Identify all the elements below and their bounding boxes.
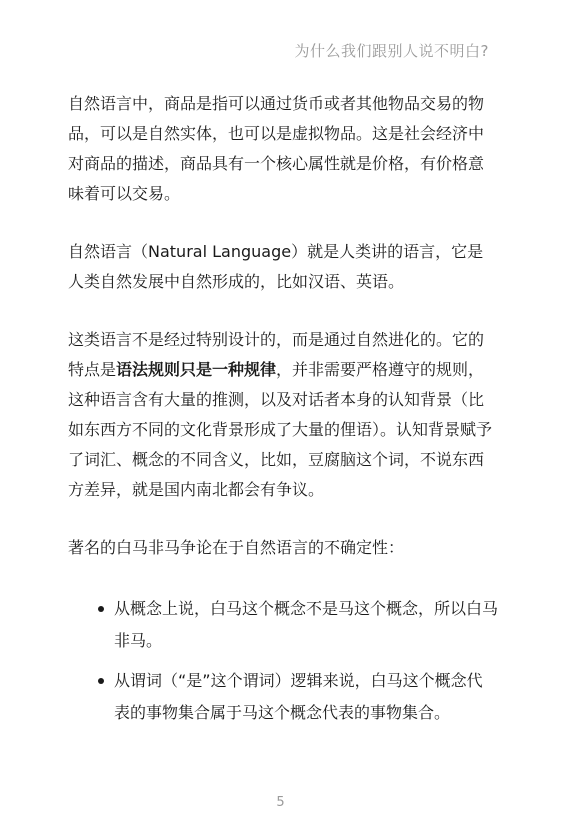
list-item-text: 从谓词（“是”这个谓词）逻辑来说，白马这个概念代表的事物集合属于马这个概念代表的事物集合。 bbox=[114, 671, 483, 722]
page-body bbox=[68, 89, 498, 737]
running-header-title: 为什么我们跟别人说不明白? bbox=[294, 42, 489, 60]
page-number: 5 bbox=[276, 795, 285, 810]
paragraph-language-characteristics bbox=[68, 325, 498, 505]
paragraph-natural-language: 自然语言（Natural Language）就是人类讲的语言，它是人类自然发展中自然形成的，比如汉语、英语。 bbox=[68, 242, 484, 291]
bullet-dot-icon bbox=[98, 678, 104, 684]
paragraph-text-before: 这类语言不是经过特别设计的，而是通过自然进化的。它的特点是 bbox=[68, 330, 485, 379]
bullet-dot-icon bbox=[98, 606, 104, 612]
paragraph-text-after: ，并非需要严格遵守的规则，这种语言含有大量的推测，以及对话者本身的认知背景（比如东西方不同的文化背景形成了大量的俚语）。认知背景赋予了词汇、概念的不同含义，比如，豆腐脑这个词，不说东西方差异，就是国内南北都会有争议。 bbox=[68, 360, 493, 499]
list-item bbox=[68, 665, 498, 729]
bullet-list bbox=[68, 593, 498, 729]
list-item-text: 从概念上说，白马这个概念不是马这个概念，所以白马非马。 bbox=[114, 599, 499, 650]
paragraph-commodity: 自然语言中，商品是指可以通过货币或者其他物品交易的物品，可以是自然实体，也可以是虚拟物品。这是社会经济中对商品的描述，商品具有一个核心属性就是价格，有价格意味着可以交易。 bbox=[68, 94, 485, 203]
list-item bbox=[68, 593, 498, 657]
paragraph-emphasis: 语法规则只是一种规律 bbox=[116, 360, 277, 379]
paragraph-white-horse: 著名的白马非马争论在于自然语言的不确定性： bbox=[68, 538, 405, 557]
